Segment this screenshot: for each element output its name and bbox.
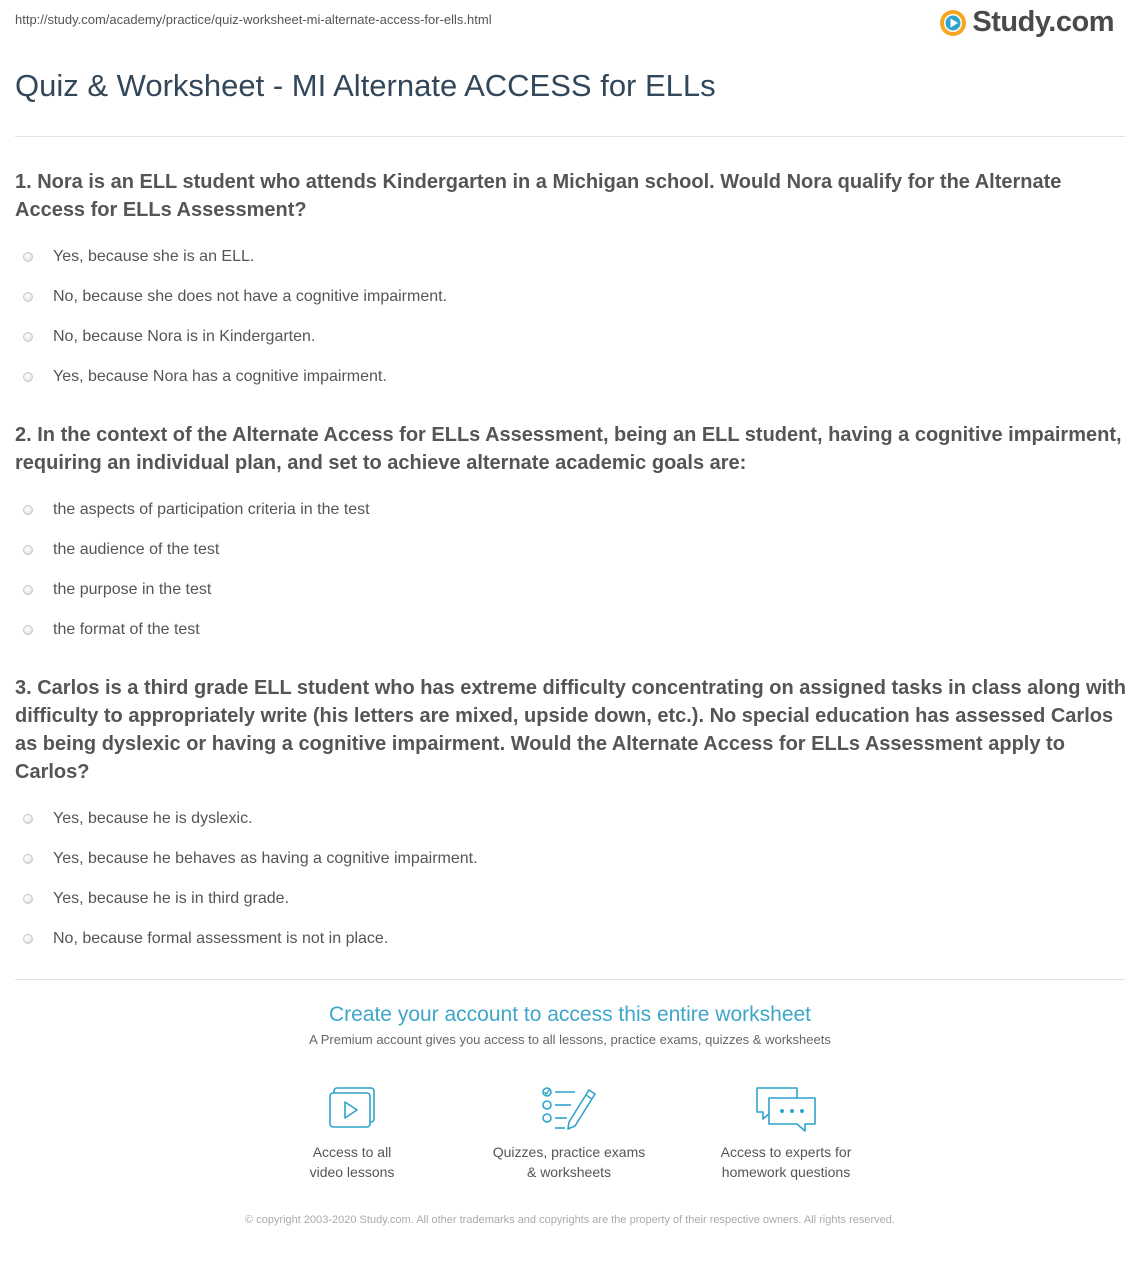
radio-button-icon[interactable] <box>23 252 33 262</box>
page-title: Quiz & Worksheet - MI Alternate ACCESS for ELLs <box>15 68 716 103</box>
answer-option[interactable] <box>15 237 1127 277</box>
answer-options <box>15 799 1127 959</box>
answer-label: No, because formal assessment is not in place. <box>53 930 389 947</box>
radio-button-icon[interactable] <box>23 625 33 635</box>
radio-button-icon[interactable] <box>23 814 33 824</box>
cta-divider <box>15 979 1125 980</box>
feature-video-lessons <box>252 1084 452 1182</box>
answer-option[interactable] <box>15 277 1127 317</box>
feature-label-line: Access to experts for <box>720 1144 852 1160</box>
answer-option[interactable] <box>15 490 1127 530</box>
answer-option[interactable] <box>15 799 1127 839</box>
answer-label: Yes, because he is in third grade. <box>53 890 290 907</box>
play-circle-icon <box>938 8 968 38</box>
answer-label: the purpose in the test <box>53 581 212 598</box>
answer-option[interactable] <box>15 919 1127 959</box>
feature-label <box>469 1142 669 1182</box>
answer-options <box>15 490 1127 650</box>
feature-label-line: Quizzes, practice exams <box>492 1144 646 1160</box>
answer-label: Yes, because she is an ELL. <box>53 248 255 265</box>
answer-option[interactable] <box>15 879 1127 919</box>
answer-option[interactable] <box>15 357 1127 397</box>
video-lessons-icon <box>324 1084 380 1136</box>
answer-label: No, because Nora is in Kindergarten. <box>53 328 316 345</box>
answer-label: the format of the test <box>53 621 200 638</box>
copyright-footer: © copyright 2003-2020 Study.com. All other trademarks and copyrights are the property of their respective owners. All rights reserved. <box>245 1214 895 1226</box>
radio-button-icon[interactable] <box>23 585 33 595</box>
radio-button-icon[interactable] <box>23 545 33 555</box>
question-list <box>15 168 1127 983</box>
radio-button-icon[interactable] <box>23 292 33 302</box>
radio-button-icon[interactable] <box>23 332 33 342</box>
answer-label: the aspects of participation criteria in the test <box>53 501 370 518</box>
radio-button-icon[interactable] <box>23 505 33 515</box>
radio-button-icon[interactable] <box>23 934 33 944</box>
expert-chat-icon <box>753 1084 819 1136</box>
feature-label-line: homework questions <box>721 1164 851 1180</box>
page-url: http://study.com/academy/practice/quiz-worksheet-mi-alternate-access-for-ells.html <box>15 12 492 27</box>
question-1 <box>15 168 1127 397</box>
answer-options <box>15 237 1127 397</box>
answer-option[interactable] <box>15 570 1127 610</box>
question-3 <box>15 674 1127 959</box>
title-divider <box>15 136 1125 137</box>
feature-label-line: & worksheets <box>526 1164 612 1180</box>
feature-experts <box>686 1084 886 1182</box>
study-logo[interactable] <box>938 6 1114 39</box>
answer-option[interactable] <box>15 530 1127 570</box>
question-text: 2. In the context of the Alternate Access for ELLs Assessment, being an ELL student, having a cognitive impairment, requiring an individual plan, and set to achieve alternate academic goals are: <box>15 424 1122 474</box>
radio-button-icon[interactable] <box>23 854 33 864</box>
feature-quizzes <box>469 1084 669 1182</box>
feature-label-line: Access to all <box>312 1144 392 1160</box>
radio-button-icon[interactable] <box>23 372 33 382</box>
question-2 <box>15 421 1127 650</box>
premium-description: A Premium account gives you access to all lessons, practice exams, quizzes & worksheets <box>309 1032 831 1047</box>
feature-label <box>686 1142 886 1182</box>
answer-label: the audience of the test <box>53 541 220 558</box>
answer-option[interactable] <box>15 610 1127 650</box>
logo-text: Study.com <box>972 6 1114 38</box>
feature-label-line: video lessons <box>309 1164 395 1180</box>
answer-option[interactable] <box>15 839 1127 879</box>
radio-button-icon[interactable] <box>23 894 33 904</box>
answer-option[interactable] <box>15 317 1127 357</box>
answer-label: No, because she does not have a cognitive impairment. <box>53 288 448 305</box>
quiz-checklist-icon <box>539 1084 599 1136</box>
question-text: 3. Carlos is a third grade ELL student who has extreme difficulty concentrating on assigned tasks in class along with difficulty to appropriately write (his letters are mixed, upside down, etc.). No special education has assessed Carlos as being dyslexic or having a cognitive impairment. Would the Alternate Access for ELLs Assessment apply to Carlos? <box>15 677 1126 783</box>
create-account-link[interactable]: Create your account to access this entire worksheet <box>328 1003 812 1026</box>
question-text: 1. Nora is an ELL student who attends Kindergarten in a Michigan school. Would Nora qualify for the Alternate Access for ELLs Assessment? <box>15 171 1062 221</box>
answer-label: Yes, because he behaves as having a cognitive impairment. <box>53 850 478 867</box>
feature-label <box>252 1142 452 1182</box>
answer-label: Yes, because Nora has a cognitive impairment. <box>53 368 387 385</box>
answer-label: Yes, because he is dyslexic. <box>53 810 253 827</box>
